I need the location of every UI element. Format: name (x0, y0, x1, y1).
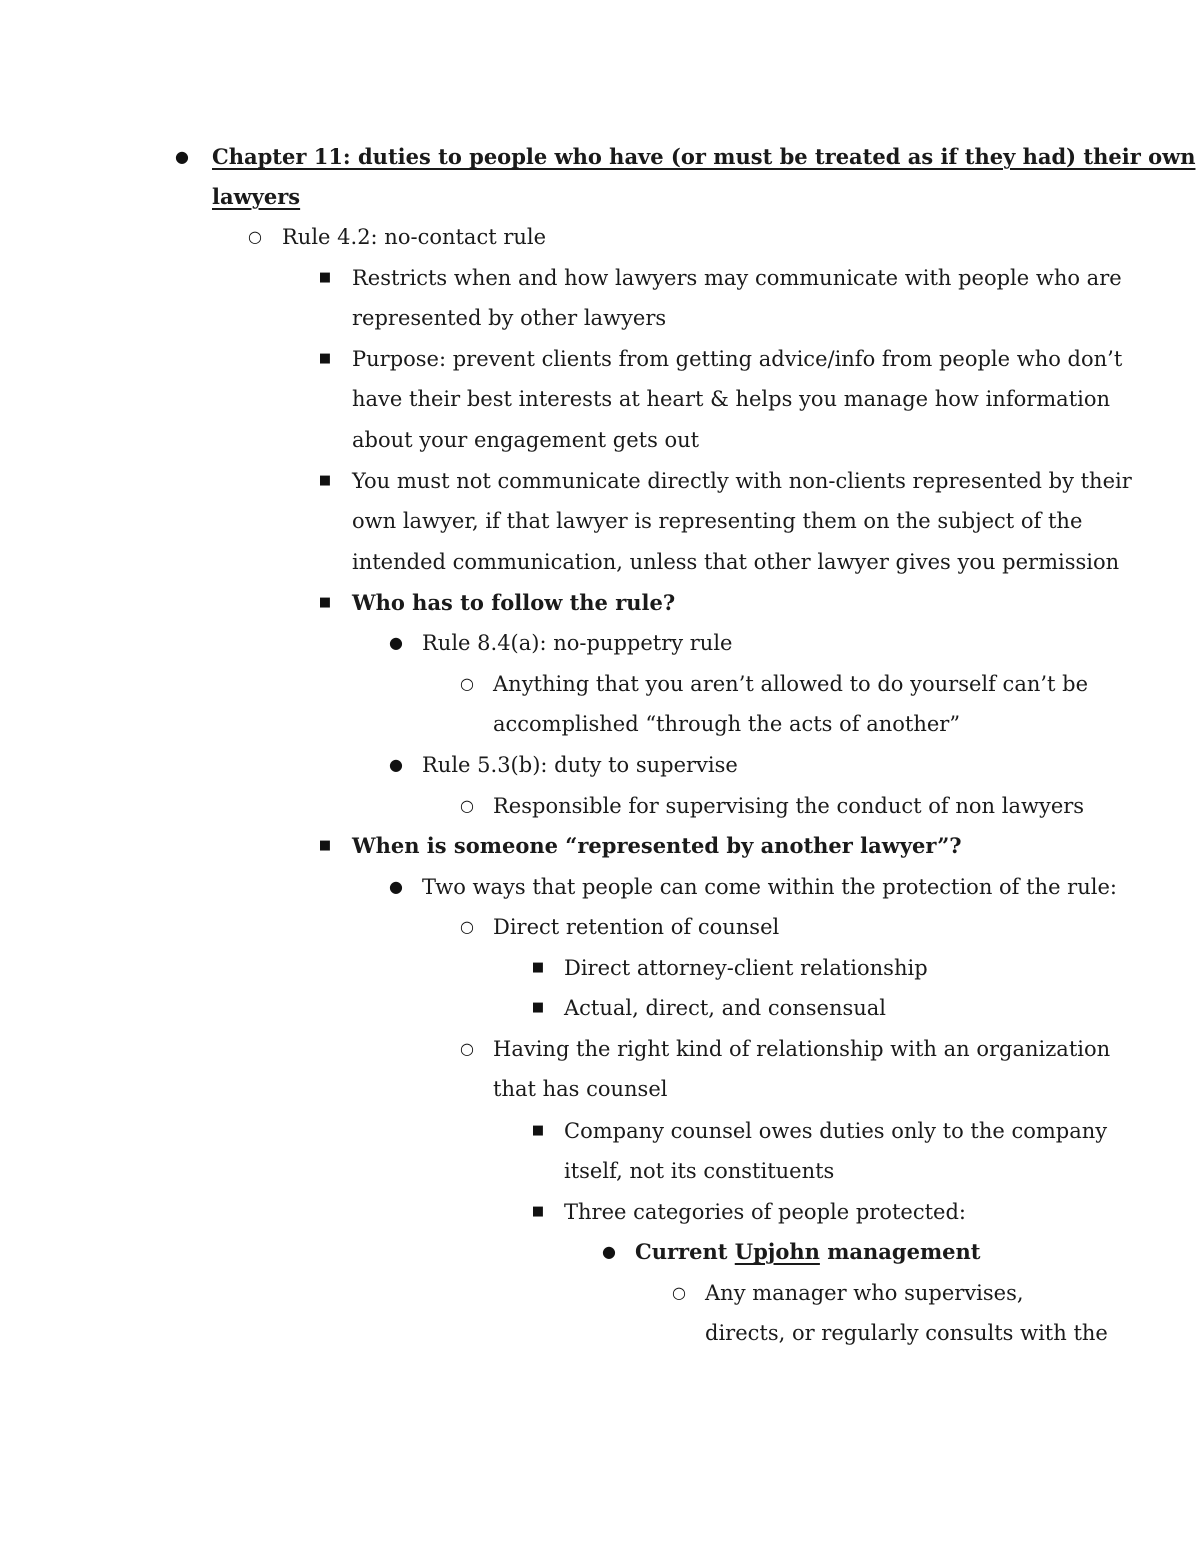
bullet-square-icon: ■ (318, 473, 332, 488)
anything-line-2: accomplished “through the acts of another” (493, 712, 961, 736)
company-counsel-line-1: Company counsel owes duties only to the company (564, 1119, 1108, 1143)
upjohn-case-name: Upjohn (734, 1239, 820, 1264)
three-categories-item: Three categories of people protected: (564, 1200, 966, 1224)
bullet-circle-icon: ○ (672, 1283, 686, 1302)
any-manager-line-1: Any manager who supervises, (705, 1281, 1024, 1305)
bullet-circle-icon: ○ (460, 796, 474, 815)
having-relationship-line-2: that has counsel (493, 1077, 668, 1101)
restricts-line-2: represented by other lawyers (352, 306, 667, 330)
chapter-heading-line-2: lawyers (212, 184, 301, 209)
bullet-square-icon: ■ (531, 1000, 545, 1015)
company-counsel-line-2: itself, not its constituents (564, 1159, 835, 1183)
must-not-line-1: You must not communicate directly with non-clients represented by their (352, 469, 1132, 493)
when-represented-heading: When is someone “represented by another lawyer”? (352, 833, 962, 858)
direct-attorney-item: Direct attorney-client relationship (564, 956, 928, 980)
current-upjohn-post: management (819, 1239, 981, 1264)
bullet-dot-icon: ● (602, 1242, 616, 1261)
chapter-heading-line-1: Chapter 11: duties to people who have (or must be treated as if they had) their own (212, 144, 1196, 169)
bullet-square-icon: ■ (531, 960, 545, 975)
must-not-line-2: own lawyer, if that lawyer is representing them on the subject of the (352, 509, 1083, 533)
direct-retention-item: Direct retention of counsel (493, 915, 780, 939)
two-ways-item: Two ways that people can come within the protection of the rule: (422, 875, 1117, 899)
bullet-circle-icon: ○ (460, 1039, 474, 1058)
bullet-circle-icon: ○ (460, 917, 474, 936)
bullet-circle-icon: ○ (460, 674, 474, 693)
purpose-line-2: have their best interests at heart & helps you manage how information (352, 387, 1111, 411)
current-upjohn-heading (635, 1237, 981, 1267)
who-follows-heading: Who has to follow the rule? (352, 590, 676, 615)
rule-4-2-item: Rule 4.2: no-contact rule (282, 225, 547, 249)
rule-5-3-item: Rule 5.3(b): duty to supervise (422, 753, 738, 777)
bullet-square-icon: ■ (531, 1123, 545, 1138)
purpose-line-1: Purpose: prevent clients from getting advice/info from people who don’t (352, 347, 1123, 371)
bullet-dot-icon: ● (389, 877, 403, 896)
bullet-square-icon: ■ (531, 1204, 545, 1219)
restricts-line-1: Restricts when and how lawyers may communicate with people who are (352, 266, 1122, 290)
rule-8-4-item: Rule 8.4(a): no-puppetry rule (422, 631, 733, 655)
any-manager-line-2: directs, or regularly consults with the (705, 1321, 1108, 1345)
purpose-line-3: about your engagement gets out (352, 428, 700, 452)
bullet-circle-icon: ○ (248, 227, 262, 246)
bullet-dot-icon: ● (389, 755, 403, 774)
bullet-square-icon: ■ (318, 270, 332, 285)
bullet-dot-icon: ● (175, 147, 189, 166)
actual-direct-item: Actual, direct, and consensual (564, 996, 887, 1020)
bullet-dot-icon: ● (389, 633, 403, 652)
bullet-square-icon: ■ (318, 595, 332, 610)
current-upjohn-pre: Current (635, 1239, 735, 1264)
bullet-square-icon: ■ (318, 838, 332, 853)
must-not-line-3: intended communication, unless that other lawyer gives you permission (352, 550, 1120, 574)
anything-line-1: Anything that you aren’t allowed to do yourself can’t be (493, 672, 1089, 696)
having-relationship-line-1: Having the right kind of relationship with an organization (493, 1037, 1111, 1061)
bullet-square-icon: ■ (318, 351, 332, 366)
responsible-item: Responsible for supervising the conduct of non lawyers (493, 794, 1085, 818)
